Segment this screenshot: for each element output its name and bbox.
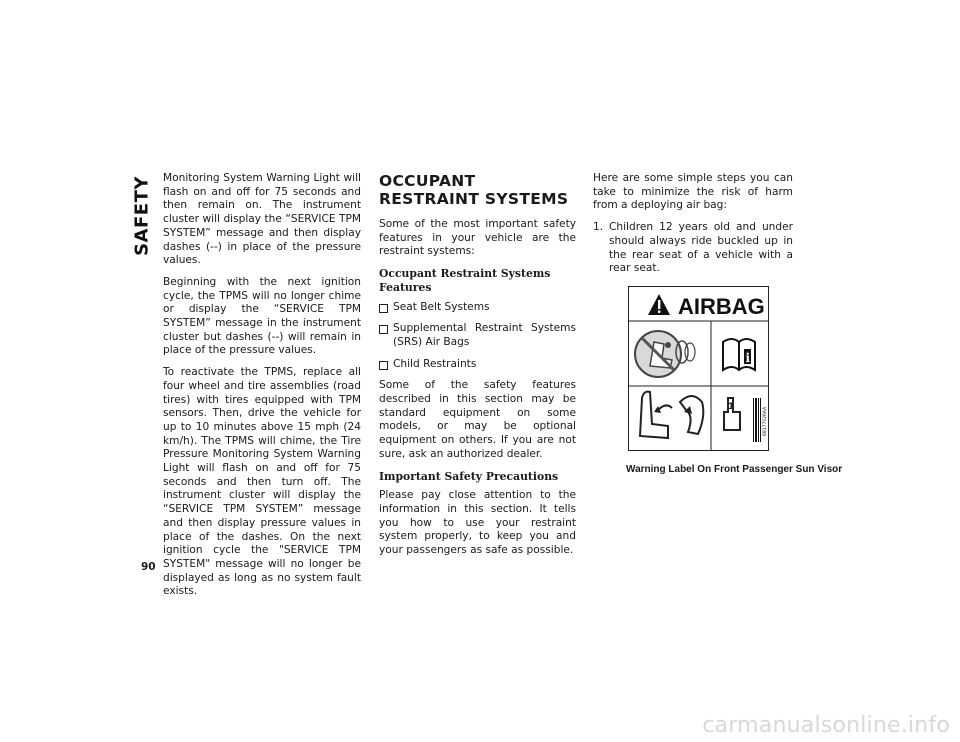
- paragraph: Here are some simple steps you can take to minimize the risk of harm from a deploying air bag:: [593, 172, 793, 212]
- paragraph: Beginning with the next ignition cycle, the TPMS will no longer chime or display the “SERVICE TPM SYSTEM” message in the instrument cluster but dashes (--) will remain in place of the pressure values.: [163, 275, 361, 357]
- section-heading: OCCUPANT RESTRAINT SYSTEMS: [379, 172, 569, 208]
- section-title: SAFETY: [131, 176, 153, 256]
- airbag-label-image: [628, 286, 769, 451]
- column-middle: [379, 172, 576, 566]
- read-manual-icon: [723, 339, 755, 370]
- airbag-warning-label: [626, 286, 843, 476]
- label-title: AIRBAG: [678, 293, 765, 319]
- paragraph: Please pay close attention to the information in this section. It tells you how to use your restraint system properly, to keep you and your passengers as safe as possible.: [379, 489, 576, 557]
- svg-text:1: 1: [728, 401, 735, 412]
- paragraph: Some of the safety features described in this section may be standard equipment on some models, or may be optional equipment on others. If you are not sure, ask an authorized dealer.: [379, 379, 576, 460]
- paragraph: Some of the most important safety features in your vehicle are the restraint systems:: [379, 218, 576, 258]
- list-item: 1. Children 12 years old and under should always ride buckled up in the rear seat of a vehicle with a rear seat.: [593, 221, 793, 275]
- page-number: 90: [141, 561, 156, 573]
- checkbox-bullet-icon: [379, 304, 388, 313]
- subheading: Important Safety Precautions: [379, 469, 559, 483]
- checkbox-bullet-icon: [379, 361, 388, 370]
- watermark: carmanualsonline.info: [702, 713, 950, 738]
- subheading: Occupant Restraint Systems Features: [379, 267, 551, 294]
- figure-caption: Warning Label On Front Passenger Sun Visor: [626, 463, 843, 475]
- list-item: Supplemental Restraint Systems (SRS) Air Bags: [379, 322, 576, 349]
- column-left: [163, 172, 361, 607]
- paragraph: To reactivate the TPMS, replace all four wheel and tire assemblies (road tires) with tires equipped with TPM sensors. Then, drive the vehicle for up to 10 minutes above 15 mph (24 km/h). The TPMS will chime, the Tire Pressure Monitoring System Warning Light will flash on and off for 75 seconds and then turn off. The instrument cluster will display the “SERVICE TPM SYSTEM” message and then display pressure values in place of the dashes. On the next ignition cycle the "SERVICE TPM SYSTEM" message will no longer be displayed as long as no system fault exists.: [163, 366, 361, 598]
- column-right: [593, 172, 843, 476]
- label-part-code: 68177026AA: [763, 406, 768, 436]
- checkbox-bullet-icon: [379, 325, 388, 334]
- section-side-tab: [129, 171, 155, 261]
- svg-text:i: i: [745, 350, 751, 365]
- paragraph: Monitoring System Warning Light will flash on and off for 75 seconds and then remain on. The instrument cluster will display the “SERVICE TPM SYSTEM” message and then display dashes (--) in place of the pressure values.: [163, 172, 361, 267]
- list-item: Child Restraints: [379, 358, 576, 372]
- list-item: Seat Belt Systems: [379, 301, 576, 315]
